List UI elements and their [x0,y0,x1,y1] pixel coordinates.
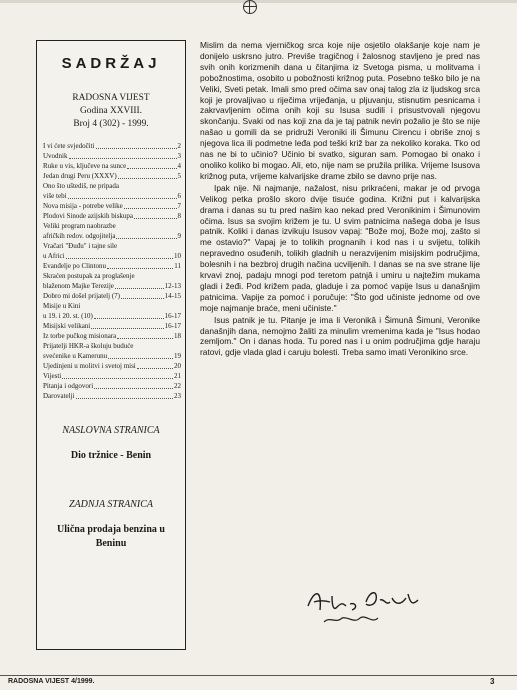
toc-leader-dots [76,398,174,399]
toc-entry-title: Veliki program naobrazbe [43,222,116,230]
toc-list [43,141,181,401]
toc-entry [43,301,181,311]
toc-entry [43,161,181,171]
masthead-line: Broj 4 (302) - 1999. [73,119,149,129]
toc-entry-page: 19 [174,352,181,360]
toc-entry-title: Pitanja i odgovori [43,382,94,390]
toc-entry-page: 21 [174,372,181,380]
toc-leader-dots [66,258,173,259]
toc-entry-title: u 19. i 20. st. (10) [43,312,93,320]
toc-leader-dots [134,218,176,219]
table-of-contents-box [36,40,186,650]
toc-entry [43,211,181,221]
toc-entry-page: 10 [174,252,181,260]
toc-leader-dots [137,368,173,369]
toc-entry-title: Evanđelje po Clintonu [43,262,106,270]
toc-entry [43,381,181,391]
toc-entry-page: 12-13 [164,282,181,290]
toc-entry-title: Uvodnik [43,152,68,160]
toc-entry-page: 7 [177,202,181,210]
toc-entry-title: Misije u Kini [43,302,81,310]
back-cover-heading: ZADNJA STRANICA [69,499,153,510]
back-cover-text: Ulična prodaja benzina u Beninu [57,524,165,549]
toc-leader-dots [107,268,173,269]
toc-entry-title: u Africi [43,252,65,260]
toc-title: SADRŽAJ [61,55,161,72]
toc-entry-page: 8 [177,212,181,220]
editor-signature [300,584,430,630]
toc-entry [43,271,181,281]
toc-entry-title: više tebi [43,192,67,200]
toc-entry [43,371,181,381]
toc-entry-page: 23 [174,392,181,400]
toc-entry-title: Darovatelji [43,392,75,400]
toc-leader-dots [124,208,177,209]
toc-entry-title: Skraćen postupak za proglašenje [43,272,135,280]
toc-leader-dots [127,168,176,169]
toc-entry [43,251,181,261]
article-paragraph: Isus patnik je tu. Pitanje je ima li Veronikâ i Šimunâ Šimuni, Veronike današnjih dana, nemojmo žaliti za minulim vremenima kada je "Isus hodao zemljom." On i danas hoda. Tu pored nas i u onim područjima gdje haraju ratovi, gdje vlada glad i caruju bolesti. Treba samo imati Veronikino srce. [200,314,480,358]
toc-entry-title: Misijski velikani [43,322,91,330]
toc-entry [43,321,181,331]
toc-entry-page: 4 [177,162,181,170]
toc-entry-title: Dobro mi došel prijatelj (7) [43,292,120,300]
toc-entry-title: Ruke u vis, ključeve na sunce [43,162,127,170]
toc-entry [43,181,181,191]
article-paragraph: Mislim da nema vjerničkog srca koje nije osjetilo olakšanje koje nam je donijelo uskrsno jutro. Previše tragičnog i žalosnog stavljeno je pred nas svih onih korizmenih dana u čitanjima iz Svetoga pisma, u molitvama i pobožnostima, osobito u pobožnosti križnog puta. Posebno teško bilo je na Veliki, Sveti petak. Imali smo pred očima sav onaj talog zla iz ljudskog srca koji je provaljivao u riječima vrijeđanja, u pljuvanju, stisnutim pesnicama i zakrvavljenim očima onih koji su Isusa sudili i prisustvovali njegovu skončanju. Svaki od nas koji zna da je taj patnik nevin požalio je što se nije našao u gomili da se pridruži Veroniki ili Šimunu Cirencu i obriše znoj s njegova lica ili podmetne leđa pod teški križ bar za nekoliko koraka. Tko od nas ne bi to učinio? Učinio bi svatko, siguran sam. Pomogao bi onako i onoliko koliko bi mogao. Ali, eto, nije nam se pružila prilika. Vrijeme Isusova križnog puta, vrijeme kalvarijske drame zbilo se davno prije nas. [200,40,480,181]
toc-entry-page: 16-17 [164,322,181,330]
toc-entry-title: Prijatelji HKR-a školuju buduće [43,342,134,350]
toc-leader-dots [94,318,164,319]
toc-entry-page: 16-17 [164,312,181,320]
toc-entry-title: I vi ćete svjedočiti [43,142,95,150]
toc-leader-dots [115,288,164,289]
toc-entry [43,261,181,271]
toc-leader-dots [117,338,173,339]
front-cover-heading: NASLOVNA STRANICA [62,425,160,436]
article-paragraph: Ipak nije. Ni najmanje, nažalost, nisu prikraćeni, makar je od prvoga Velikog petka prošlo skoro dvije tisuće godina. Križni put i kalvarijska drama i danas su tu pred našim kao nekad pred Veronikinim i Šimunovim očima. Isus sa svojim križem je tu. U svim patnicima našega doba je Isus patnik. Koliki i danas izvikuju Isusov vapaj: "Bože moj, Bože moj, zašto si me ostavio?" Vapaj je to tolikih prognanih i kod nas i u svijetu, tolikih nepravedno osuđenih, tolikih gladnih u nerazvijenim misijskim područjima, bolesnih i na bezbroj drugih načina ucviljenih. I danas se na sve strane lije krvavi znoj, padaju mnogi pod teretom patnjâ i umiru u najtežim mukama gladi i žeđi. Pod križem pada, gladuje i za pomoć vapije Isus u današnjim patnicima. Vapije za pomoć i poručuje: "Što god učiniste jednome od ove moje najmanje braće, meni učiniste." [200,182,480,313]
toc-entry [43,201,181,211]
toc-leader-dots [91,328,163,329]
toc-entry-title: Jedan drugi Peru (XXXV) [43,172,117,180]
toc-entry [43,231,181,241]
toc-entry-page: 14-15 [164,292,181,300]
toc-leader-dots [94,388,173,389]
toc-entry [43,221,181,231]
page-number: 3 [490,677,495,686]
toc-entry-page: 22 [174,382,181,390]
toc-entry [43,331,181,341]
toc-entry [43,141,181,151]
toc-entry-title: Plodovi Sinode azijskih biskupa [43,212,134,220]
globe-icon [243,0,257,14]
toc-entry-title: blaženom Majke Terezije [43,282,114,290]
top-fold-line [0,0,517,3]
toc-entry [43,191,181,201]
toc-entry-page: 11 [174,262,181,270]
toc-leader-dots [121,298,164,299]
toc-entry [43,291,181,301]
svg-text:Ante Pavić urednik: Ante Pavić urednik [300,584,308,585]
toc-leader-dots [96,148,177,149]
toc-entry [43,281,181,291]
footer-issue: RADOSNA VIJEST 4/1999. [8,678,95,685]
footer-rule [0,675,517,676]
toc-entry [43,241,181,251]
toc-leader-dots [116,238,176,239]
toc-entry-title: Vijesti [43,372,62,380]
toc-entry-title: svećenike u Kamerunu [43,352,108,360]
toc-entry-title: Ono što uštediš, ne pripada [43,182,120,190]
toc-entry-page: 9 [177,232,181,240]
toc-entry [43,361,181,371]
toc-leader-dots [118,178,177,179]
toc-entry [43,391,181,401]
toc-leader-dots [108,358,173,359]
toc-entry [43,151,181,161]
toc-entry [43,171,181,181]
toc-entry-page: 3 [177,152,181,160]
toc-entry-page: 18 [174,332,181,340]
masthead-line: RADOSNA VIJEST [72,93,150,103]
toc-entry-page: 6 [177,192,181,200]
toc-entry-title: Ujedinjeni u molitvi i svetoj misi [43,362,136,370]
toc-entry-page: 2 [177,142,181,150]
masthead [37,92,185,131]
toc-leader-dots [69,158,177,159]
toc-entry-title: Vračari "Đuđu" i tajne sile [43,242,118,250]
toc-entry-title: Iz torbe pučkog misionara [43,332,117,340]
toc-leader-dots [68,198,177,199]
toc-entry [43,351,181,361]
toc-leader-dots [62,378,173,379]
toc-entry [43,311,181,321]
masthead-line: Godina XXVIII. [80,106,142,116]
toc-entry [43,341,181,351]
front-cover-text: Dio tržnice - Benin [70,450,152,461]
toc-entry-page: 5 [177,172,181,180]
toc-entry-page: 20 [174,362,181,370]
toc-entry-title: Nova misija - potrebe velike [43,202,123,210]
toc-entry-title: afričkih redov. odgojitelja [43,232,116,240]
editorial-article [200,40,480,358]
